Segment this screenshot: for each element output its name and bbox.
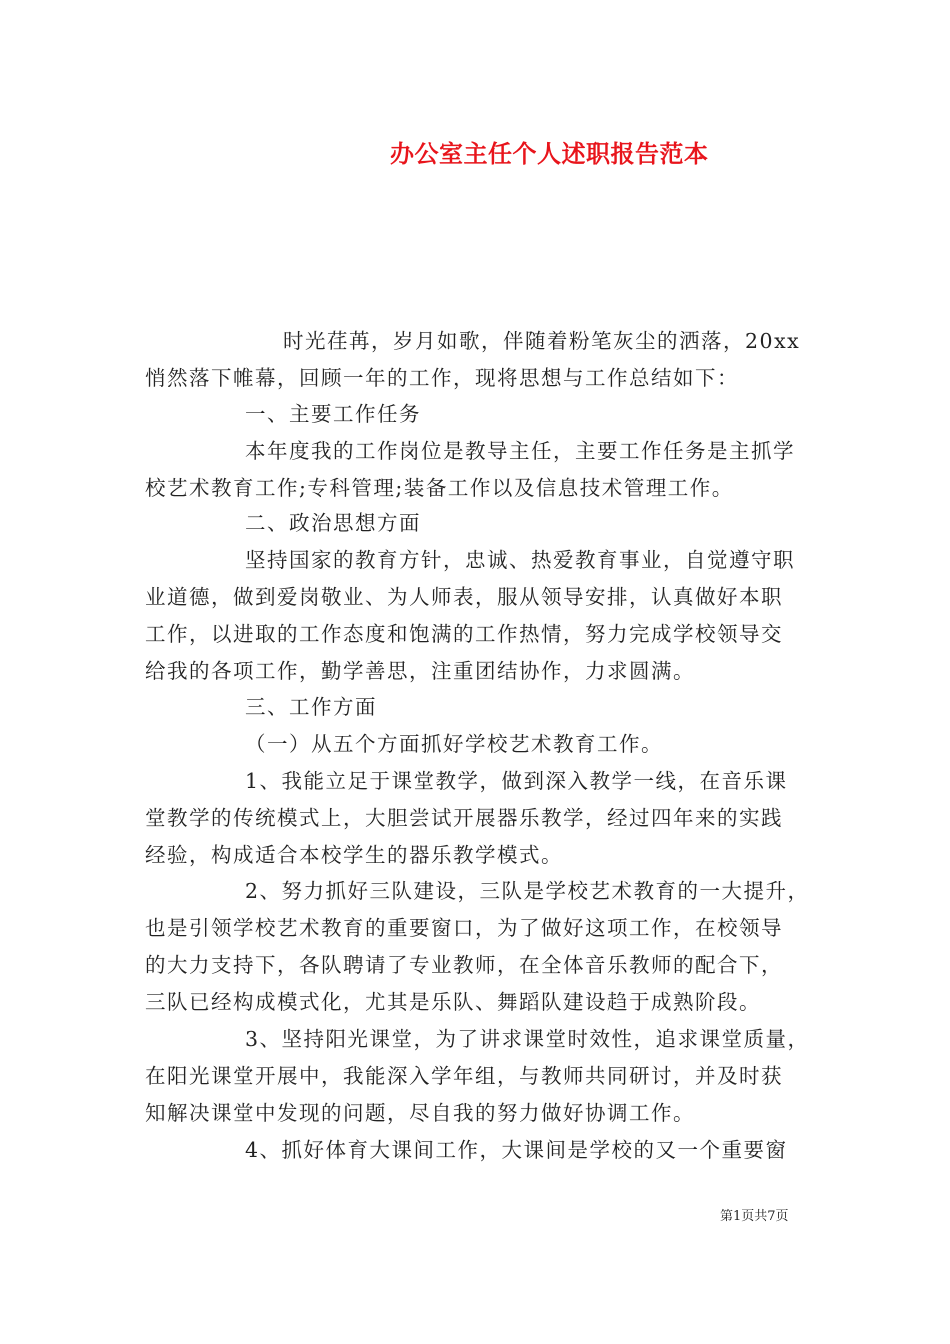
paragraph-line: 悄然落下帷幕，回顾一年的工作，现将思想与工作总结如下： — [145, 366, 739, 390]
paragraph-line: 2、努力抓好三队建设，三队是学校艺术教育的一大提升， — [245, 879, 810, 903]
paragraph-line: 工作，以进取的工作态度和饱满的工作热情，努力完成学校领导交 — [145, 622, 783, 646]
section-heading: 三、工作方面 — [245, 695, 377, 719]
paragraph-line: 校艺术教育工作;专科管理;装备工作以及信息技术管理工作。 — [145, 476, 734, 500]
paragraph-line: 时光荏苒，岁月如歌，伴随着粉笔灰尘的洒落，20xx — [283, 329, 801, 353]
paragraph-line: 三队已经构成模式化，尤其是乐队、舞蹈队建设趋于成熟阶段。 — [145, 990, 761, 1014]
paragraph-line: 4、抓好体育大课间工作，大课间是学校的又一个重要窗 — [245, 1138, 788, 1162]
paragraph-line: 本年度我的工作岗位是教导主任，主要工作任务是主抓学 — [245, 439, 795, 463]
subsection-heading: （一）从五个方面抓好学校艺术教育工作。 — [245, 732, 663, 756]
paragraph-line: 在阳光课堂开展中，我能深入学年组，与教师共同研讨，并及时获 — [145, 1064, 783, 1088]
paragraph-line: 经验，构成适合本校学生的器乐教学模式。 — [145, 843, 563, 867]
page-number: 第1页共7页 — [720, 1209, 789, 1224]
paragraph-line: 3、坚持阳光课堂，为了讲求课堂时效性，追求课堂质量， — [245, 1027, 810, 1051]
paragraph-line: 的大力支持下，各队聘请了专业教师，在全体音乐教师的配合下， — [145, 953, 783, 977]
paragraph-line: 知解决课堂中发现的问题，尽自我的努力做好协调工作。 — [145, 1101, 695, 1125]
paragraph-line: 1、我能立足于课堂教学，做到深入教学一线，在音乐课 — [245, 769, 788, 793]
paragraph-line: 堂教学的传统模式上，大胆尝试开展器乐教学，经过四年来的实践 — [145, 806, 783, 830]
section-heading: 一、主要工作任务 — [245, 402, 421, 426]
paragraph-line: 也是引领学校艺术教育的重要窗口，为了做好这项工作，在校领导 — [145, 916, 783, 940]
document-title: 办公室主任个人述职报告范本 — [390, 139, 709, 168]
section-heading: 二、政治思想方面 — [245, 511, 421, 535]
paragraph-line: 给我的各项工作，勤学善思，注重团结协作，力求圆满。 — [145, 659, 695, 683]
paragraph-line: 坚持国家的教育方针，忠诚、热爱教育事业，自觉遵守职 — [245, 548, 795, 572]
paragraph-line: 业道德，做到爱岗敬业、为人师表，服从领导安排，认真做好本职 — [145, 585, 783, 609]
